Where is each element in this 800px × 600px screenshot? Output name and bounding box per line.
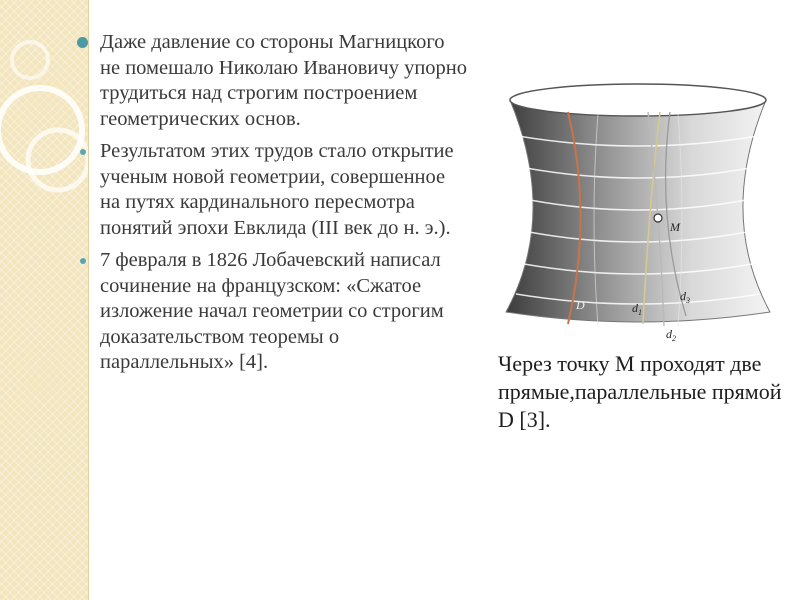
bullet-item bbox=[78, 139, 468, 241]
bullet-icon bbox=[80, 258, 86, 264]
figure-caption: Через точку M проходят две прямые,параллельные прямой D [3]. bbox=[498, 351, 782, 432]
hyperboloid-body bbox=[506, 100, 770, 322]
bullet-list bbox=[78, 30, 468, 383]
point-m bbox=[654, 214, 662, 222]
bullet-text: Даже давление со стороны Магницкого не помешало Николаю Ивановичу упорно трудиться над строгим построением геометрических основ. bbox=[100, 31, 468, 130]
label-d3: $d_3$ bbox=[680, 289, 690, 305]
bullet-icon bbox=[80, 149, 86, 155]
bullet-item bbox=[78, 30, 468, 132]
hyperboloid-figure bbox=[498, 76, 783, 346]
label-d: D bbox=[576, 298, 585, 312]
label-d1: $d_1$ bbox=[632, 301, 642, 317]
top-rim bbox=[510, 84, 766, 116]
bullet-text: 7 февраля в 1826 Лобачевский написал сочинение на французском: «Сжатое изложение начал геометрии со строгим доказательством теоремы о параллельных» [4]. bbox=[100, 249, 444, 373]
hyperboloid-diagram bbox=[498, 76, 783, 346]
bullet-item bbox=[78, 248, 468, 376]
decorative-side-band bbox=[0, 0, 89, 600]
bullet-text: Результатом этих трудов стало открытие ученым новой геометрии, совершенное на путях кардинального пересмотра понятий эпохи Евклида (III век до н. э.). bbox=[100, 140, 454, 239]
label-m: M bbox=[670, 220, 680, 234]
bullet-icon bbox=[77, 37, 88, 48]
label-d2: $d_2$ bbox=[666, 327, 676, 343]
decorative-circles-icon bbox=[0, 0, 88, 600]
